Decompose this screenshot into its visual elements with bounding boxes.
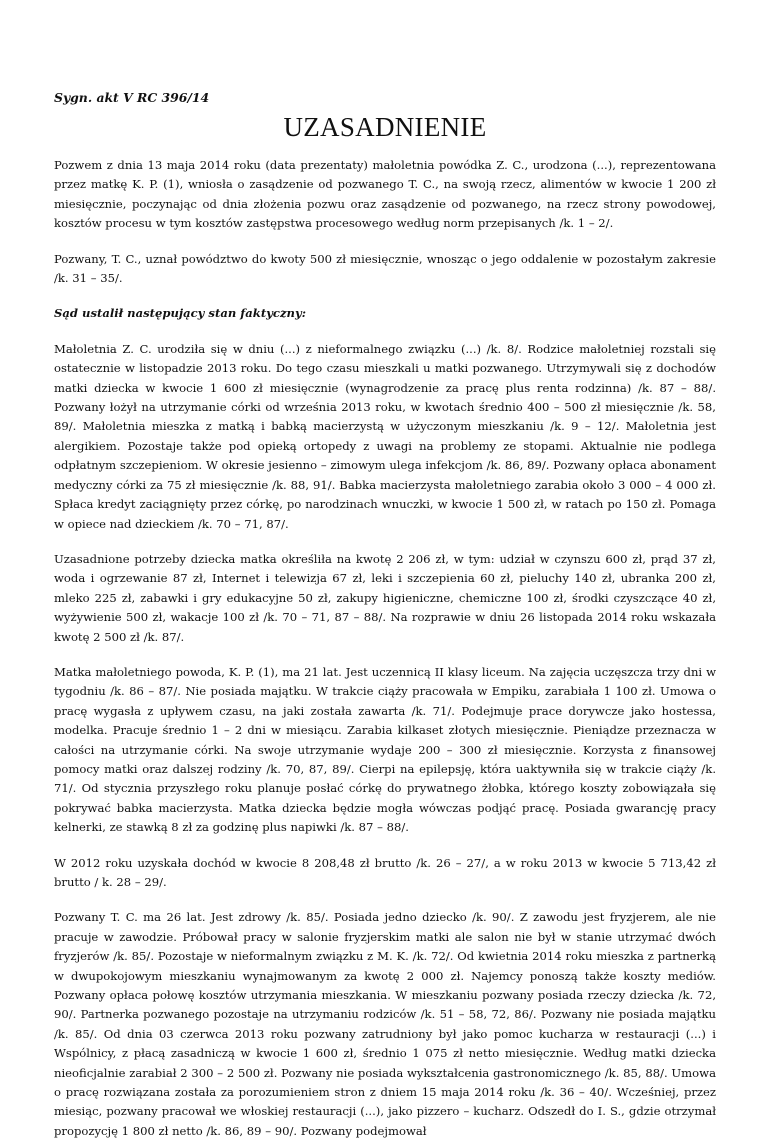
case-signature: Sygn. akt V RC 396/14	[54, 90, 210, 105]
paragraph-claim: Pozwem z dnia 13 maja 2014 roku (data prezentaty) małoletnia powódka Z. C., urodzona (...), reprezentowana przez matkę K. P. (1), wniosła o zasądzenie od pozwanego T. C., na swoją rzecz, alimentów w kwocie 1 200 zł miesięcznie, poczynając od dnia złożenia pozwu oraz zasądzenie od pozwanego, na rzecz strony powodowej, kosztów procesu w tym kosztów zastępstwa procesowego według norm przepisanych /k. 1 – 2/.	[54, 158, 716, 231]
paragraph-facts-child: Małoletnia Z. C. urodziła się w dniu (...) z nieformalnego związku (...) /k. 8/. Rodzice małoletniej rozstali się ostatecznie w listopadzie 2013 roku. Do tego czasu mieszkali u matki pozwanego. Utrzymywali się z dochodów matki dziecka w kwocie 1 600 zł miesięcznie (wynagrodzenie za pracę plus renta rodzinna) /k. 87 – 88/. Pozwany łożył na utrzymanie córki od września 2013 roku, w kwotach średnio 400 – 500 zł miesięcznie /k. 58, 89/. Małoletnia mieszka z matką i babką macierzystą w użyczonym mieszkaniu /k. 9 – 12/. Małoletnia jest alergikiem. Pozostaje także pod opieką ortopedy z uwagi na problemy ze stopami. Aktualnie nie podlega odpłatnym szczepieniom. W okresie jesienno – zimowym ulega infekcjom /k. 86, 89/. Pozwany opłaca abonament medyczny córki za 75 zł miesięcznie /k. 88, 91/. Babka macierzysta małoletniego zarabia około 3 000 – 4 000 zł. Spłaca kredyt zaciągnięty przez córkę, po narodzinach wnuczki, w kwocie 1 500 zł, w ratach po 150 zł. Pomaga w opiece nad dzieckiem /k. 70 – 71, 87/.	[54, 341, 716, 531]
paragraph-facts-needs: Uzasadnione potrzeby dziecka matka określiła na kwotę 2 206 zł, w tym: udział w czynszu 600 zł, prąd 37 zł, woda i ogrzewanie 87 zł, Internet i telewizja 67 zł, leki i szczepienia 60 zł, pieluchy 140 zł, ubranka 200 zł, mleko 225 zł, zabawki i gry edukacyjne 50 zł, zakupy higieniczne, chemiczne 100 zł, środki czyszczące 40 zł, wyżywienie 500 zł, wakacje 100 zł /k. 70 – 71, 87 – 88/. Na rozprawie w dniu 26 listopada 2014 roku wskazała kwotę 2 500 zł /k. 87/.	[54, 551, 716, 644]
paragraph-defendant-response: Pozwany, T. C., uznał powództwo do kwoty 500 zł miesięcznie, wnosząc o jego oddalenie w pozostałym zakresie /k. 31 – 35/.	[54, 251, 716, 286]
section-heading: Sąd ustalił następujący stan faktyczny:	[54, 306, 307, 321]
paragraph-facts-defendant: Pozwany T. C. ma 26 lat. Jest zdrowy /k. 85/. Posiada jedno dziecko /k. 90/. Z zawodu jest fryzjerem, ale nie pracuje w zawodzie. Próbował pracy w salonie fryzjerskim matki ale salon nie był w stanie utrzymać dwóch fryzjerów /k. 85/. Pozostaje w nieformalnym związku z M. K. /k. 72/. Od kwietnia 2014 roku mieszka z partnerką w dwupokojowym mieszkaniu wynajmowanym za kwotę 2 000 zł. Najemcy ponoszą także koszty mediów. Pozwany opłaca połowę kosztów utrzymania mieszkania. W mieszkaniu pozwany posiada rzeczy dziecka /k. 72, 90/. Partnerka pozwanego pozostaje na utrzymaniu rodziców /k. 51 – 58, 72, 86/. Pozwany nie posiada majątku /k. 85/. Od dnia 03 czerwca 2013 roku pozwany zatrudniony był jako pomoc kucharza w restauracji (...) i Wspólnicy, z płacą zasadniczą w kwocie 1 600 zł, średnio 1 075 zł netto miesięcznie. Według matki dziecka nieoficjalnie zarabiał 2 300 – 2 500 zł. Pozwany nie posiada wykształcenia gastronomicznego /k. 85, 88/. Umowa o pracę rozwiązana została za porozumieniem stron z dniem 15 maja 2014 roku /k. 36 – 40/. Wcześniej, przez miesiąc, pozwany pracował we włoskiej restauracji (...), jako pizzero – kucharz. Odszedł do I. S., gdzie otrzymał propozycję 1 800 zł netto /k. 86, 89 – 90/. Pozwany podejmował	[54, 910, 716, 1138]
paragraph-facts-income: W 2012 roku uzyskała dochód w kwocie 8 208,48 zł brutto /k. 26 – 27/, a w roku 2013 w kwocie 5 713,42 zł brutto / k. 28 – 29/.	[54, 855, 716, 889]
document-title: UZASADNIENIE	[283, 112, 487, 142]
paragraph-facts-mother: Matka małoletniego powoda, K. P. (1), ma 21 lat. Jest uczennicą II klasy liceum. Na zajęcia uczęszcza trzy dni w tygodniu /k. 86 – 87/. Nie posiada majątku. W trakcie ciąży pracowała w Empiku, zarabiała 1 100 zł. Umowa o pracę wygasła z upływem czasu, na jaki została zawarta /k. 71/. Podejmuje prace dorywcze jako hostessa, modelka. Pracuje średnio 1 – 2 dni w miesiącu. Zarabia kilkaset złotych miesięcznie. Pieniądze przeznacza w całości na utrzymanie córki. Na swoje utrzymanie wydaje 200 – 300 zł miesięcznie. Korzysta z finansowej pomocy matki oraz dalszej rodziny /k. 70, 87, 89/. Cierpi na epilepsję, która uaktywniła się w trakcie ciąży /k. 71/. Od stycznia przyszłego roku planuje posłać córkę do prywatnego żłobka, którego koszty zobowiązała się pokrywać babka macierzysta. Matka dziecka będzie mogła wówczas podjąć pracę. Posiada gwarancję pracy kelnerki, ze stawką 8 zł za godzinę plus napiwki /k. 87 – 88/.	[54, 664, 716, 835]
